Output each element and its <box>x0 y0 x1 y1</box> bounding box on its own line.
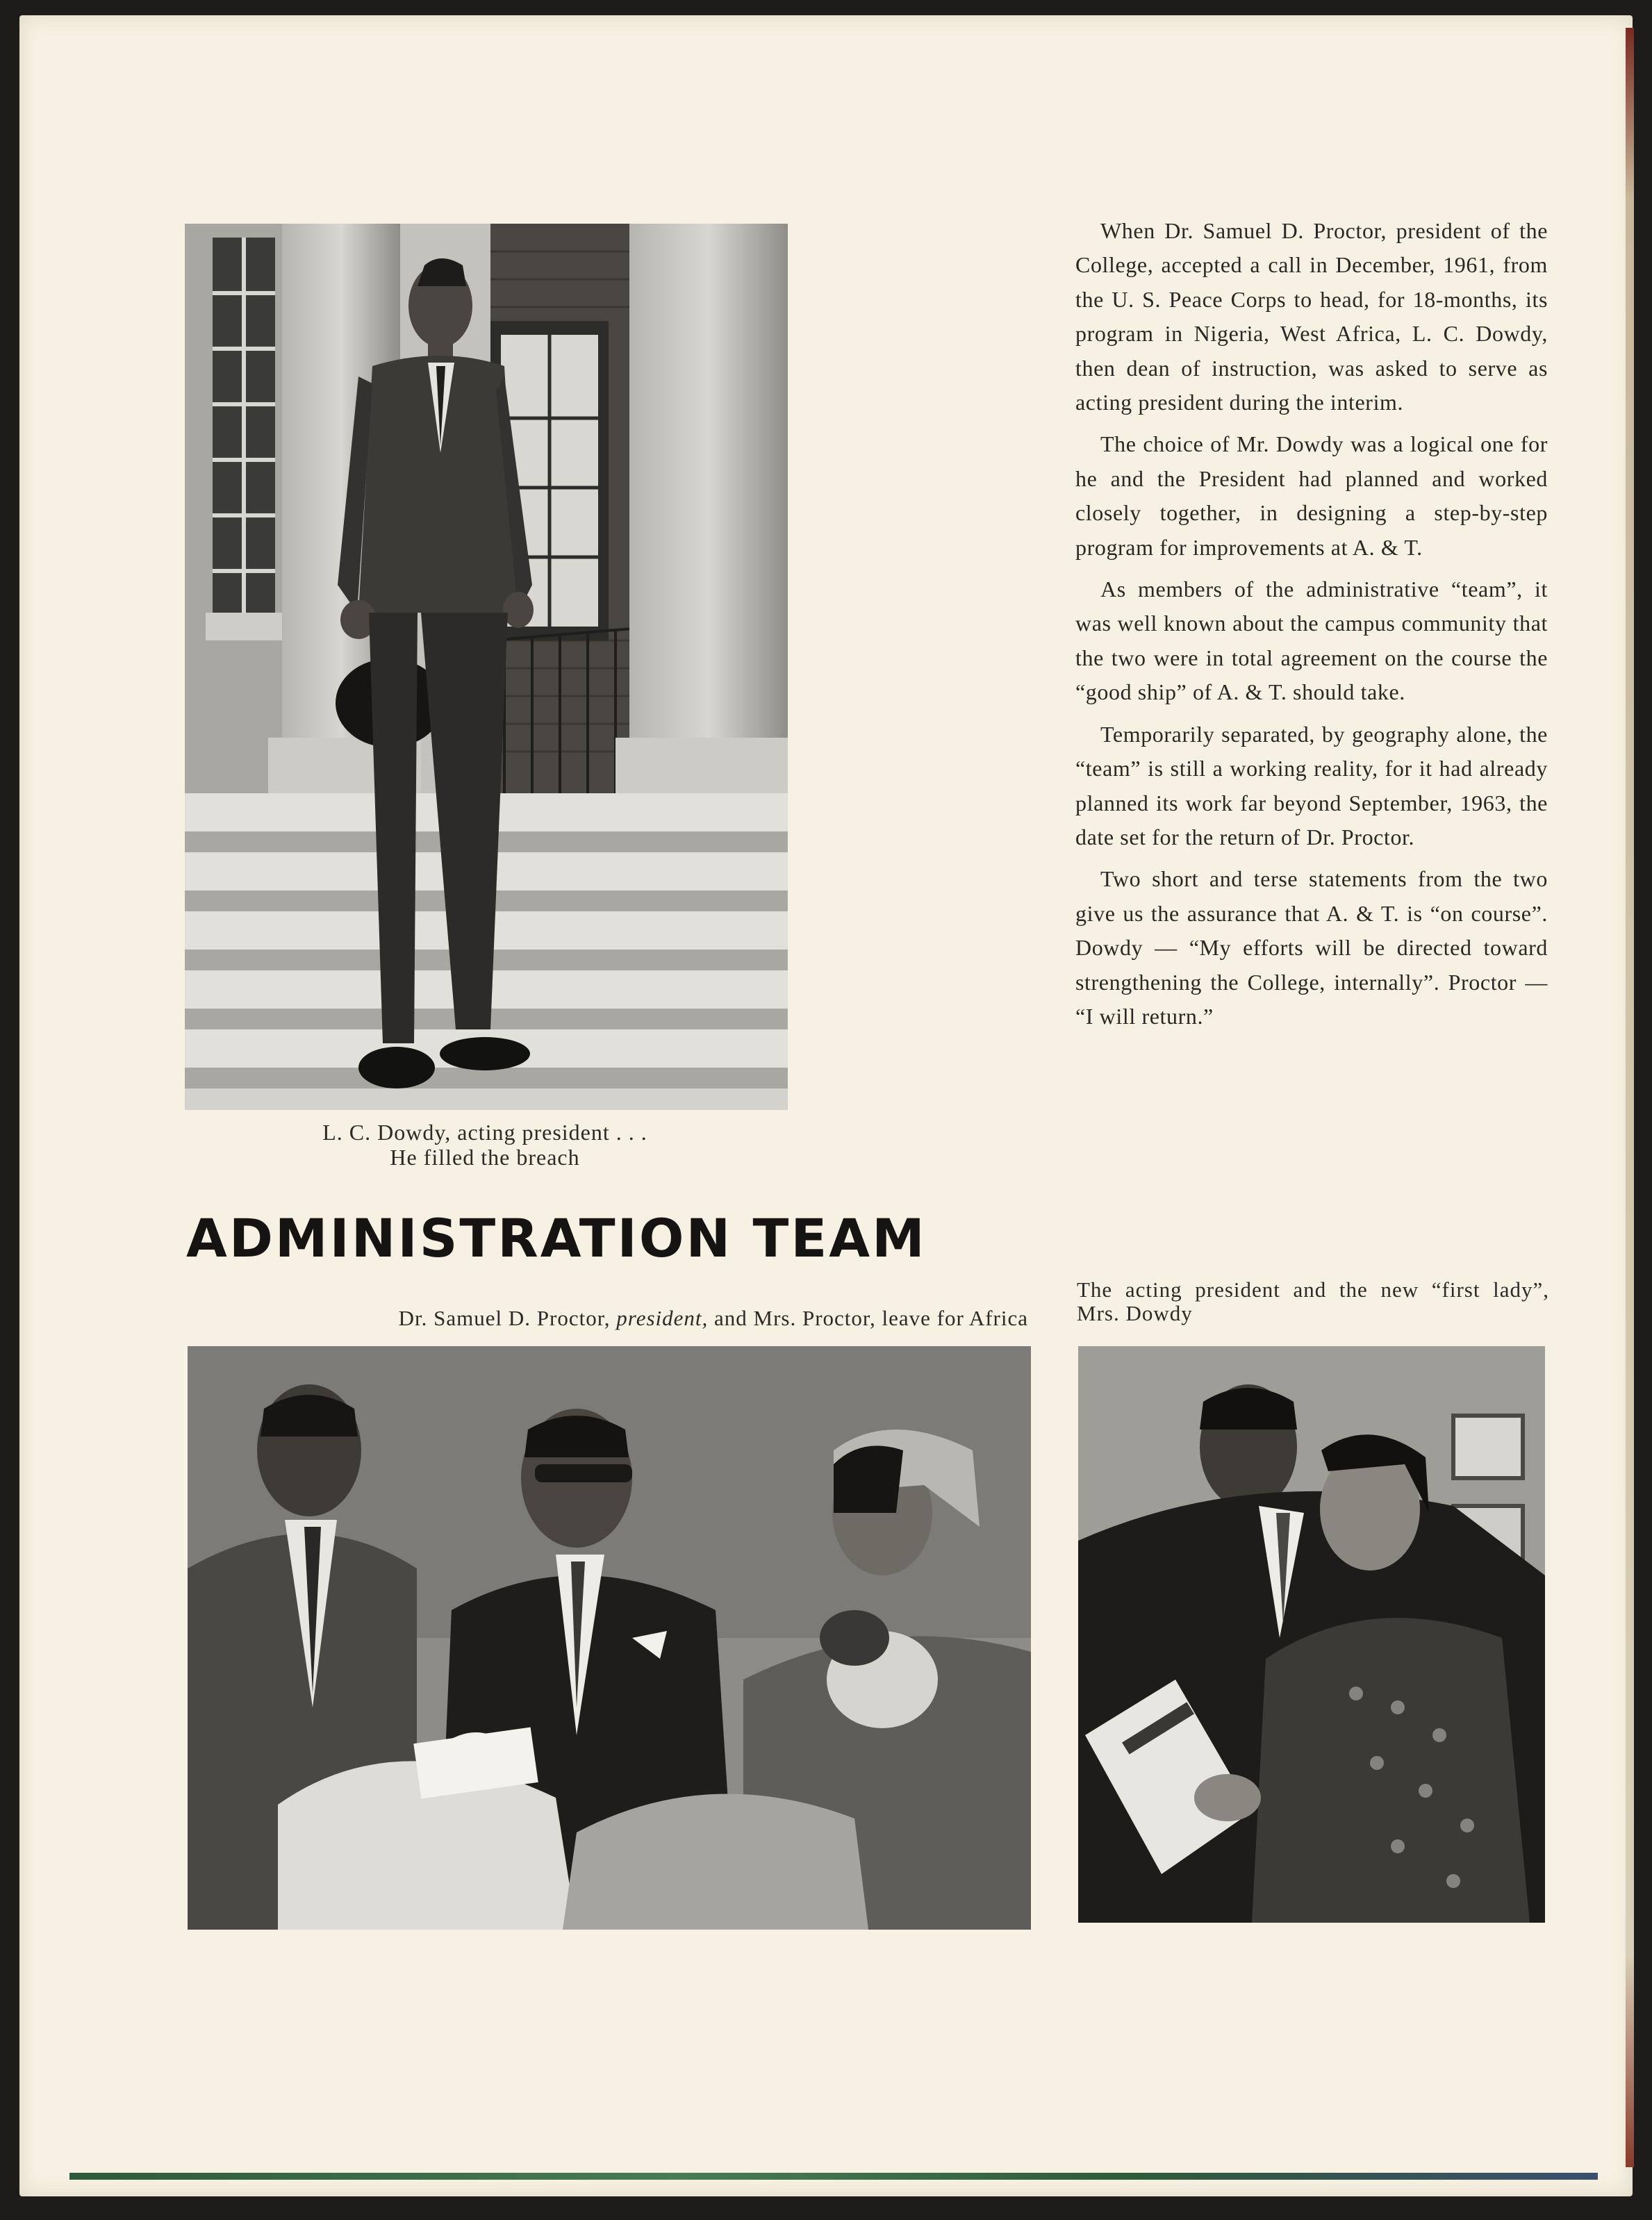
photo-first-lady-caption: The acting president and the new “first lady”, Mrs. Dowdy <box>1077 1277 1549 1325</box>
photo-dowdy-caption-line-1: L. C. Dowdy, acting president . . . <box>322 1120 647 1145</box>
photo-acting-president-and-first-lady <box>1078 1346 1545 1923</box>
photo-proctors-leave <box>188 1346 1031 1930</box>
page-edge <box>1626 28 1634 2167</box>
photo-dowdy-caption-line-2: He filled the breach <box>390 1145 580 1170</box>
article-paragraph: Temporarily separated, by geography alone, the “team” is still a working reality, for it had already planned its work far beyond September, 1963, the date set for the return of Dr. Proctor. <box>1075 721 1548 850</box>
cover-edge-band <box>69 2173 1598 2180</box>
photo-dowdy-caption <box>186 1120 784 1170</box>
article-paragraph: When Dr. Samuel D. Proctor, president of the College, accepted a call in December, 1961, from the U. S. Peace Corps to head, for 18-months, its program in Nigeria, West Africa, L. C. Dowdy, then dean of instruction, was asked to serve as acting president during the interim. <box>1075 218 1548 415</box>
photo-proctor-caption <box>292 1306 1028 1331</box>
caption-text: Dr. Samuel D. Proctor, <box>398 1306 617 1330</box>
article-body <box>1075 214 1548 1041</box>
caption-italic-title: president, <box>616 1306 709 1330</box>
photo-dowdy-on-steps <box>185 224 788 1110</box>
page-headline: ADMINISTRATION TEAM <box>186 1207 927 1269</box>
article-paragraph: As members of the administrative “team”, it was well known about the campus community that the two were in total agreement on the course the “good ship” of A. & T. should take. <box>1075 577 1548 705</box>
caption-text: and Mrs. Proctor, leave for Africa <box>708 1306 1028 1330</box>
article-paragraph: The choice of Mr. Dowdy was a logical one for he and the President had planned and worked closely together, in designing a step-by-step program for improvements at A. & T. <box>1075 431 1548 560</box>
article-paragraph: Two short and terse statements from the two give us the assurance that A. & T. is “on course”. Dowdy — “My efforts will be directed toward strengthening the College, internally”. Proctor — “I will return.” <box>1075 866 1548 1029</box>
